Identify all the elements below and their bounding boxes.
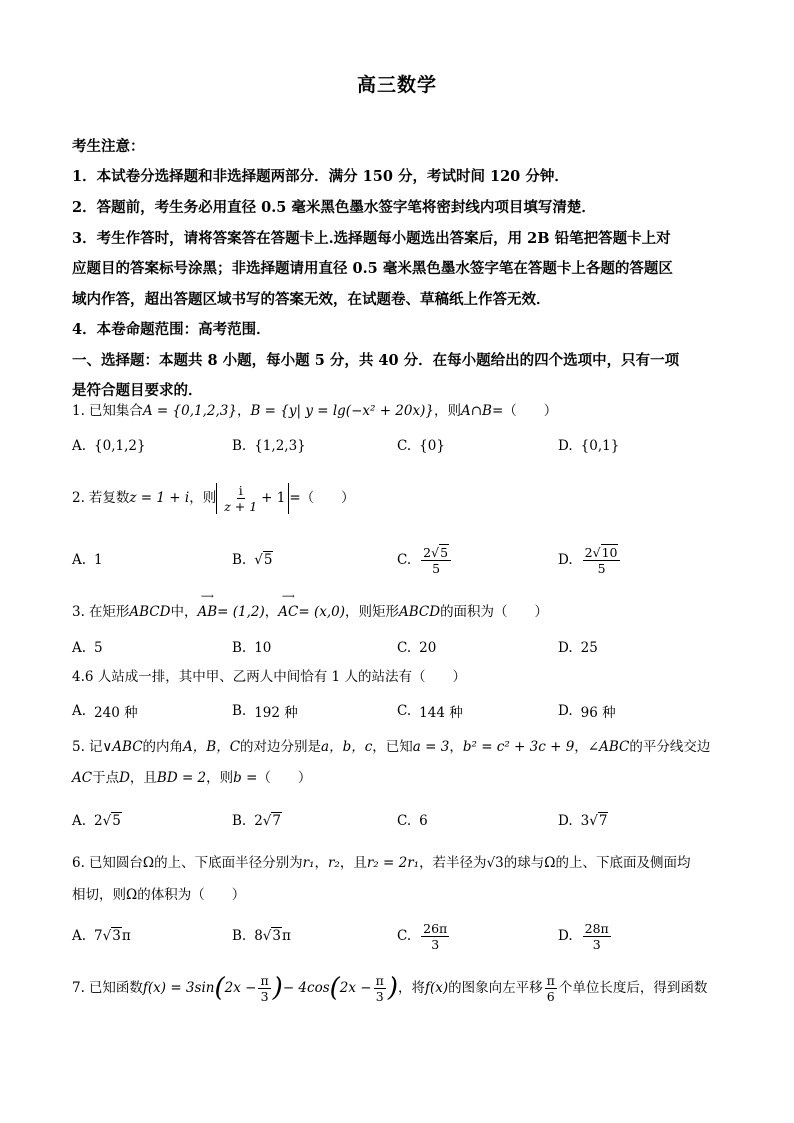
question-text: ，且 xyxy=(339,855,367,871)
option-value: 10 xyxy=(254,640,272,656)
vector-ac-value: = (x,0) xyxy=(298,604,345,620)
function-name: f(x) xyxy=(424,980,449,996)
triangle: ∨ABC xyxy=(102,739,143,755)
option-label: D. xyxy=(558,813,573,829)
option-label: D. xyxy=(558,438,573,454)
question-6-options xyxy=(72,917,732,955)
modulus-expression xyxy=(216,483,289,514)
option-value: {0,1} xyxy=(580,438,620,454)
option-value: {0,1,2} xyxy=(94,438,146,454)
sqrt-expression: 7√3π xyxy=(94,928,131,944)
option-c[interactable] xyxy=(397,917,451,955)
punct: ， xyxy=(264,604,279,620)
radius-condition: r₂ = 2r₁ xyxy=(366,855,420,871)
option-c[interactable] xyxy=(397,545,453,575)
question-1 xyxy=(72,401,732,421)
question-5-line-2 xyxy=(72,768,732,788)
question-3-options xyxy=(72,633,732,663)
option-label: C. xyxy=(397,813,412,829)
question-text: 在矩形 xyxy=(88,604,130,620)
question-text: 已知圆台Ω的上、下底面半径分别为 xyxy=(88,855,303,871)
option-value: 192 种 xyxy=(254,705,298,721)
option-label: B. xyxy=(232,438,247,454)
question-number: 2. xyxy=(72,490,85,506)
option-label: B. xyxy=(232,552,247,568)
question-text: 个单位长度后，得到函数 xyxy=(558,980,708,996)
fraction: $\frac{28\pi}{3}$ xyxy=(584,920,609,952)
option-label: A. xyxy=(72,813,87,829)
question-text: 于点 xyxy=(92,770,120,786)
question-text: ，则 xyxy=(189,490,217,506)
point-d: D xyxy=(119,770,130,786)
question-text: 的球与Ω的上、下底面及侧面均 xyxy=(503,855,691,871)
question-text: 的内角 xyxy=(142,739,184,755)
option-value: 1 xyxy=(94,552,103,568)
fraction-denominator: z + 1 xyxy=(224,498,258,514)
fraction: $\frac{2√10}{5}$ xyxy=(583,545,621,576)
question-1-options xyxy=(72,431,732,461)
option-label: A. xyxy=(72,703,87,719)
question-text: ，将 xyxy=(397,980,425,996)
radius-r1: r₁ xyxy=(302,855,315,871)
option-c[interactable] xyxy=(397,696,463,726)
question-text: 已知函数 xyxy=(88,980,143,996)
option-label: C. xyxy=(397,552,412,568)
punct: ， xyxy=(236,403,251,419)
question-number: 1. xyxy=(72,403,85,419)
question-text: 的对边分别是 xyxy=(240,739,322,755)
intersection: A∩B xyxy=(460,403,492,419)
question-2 xyxy=(72,476,732,520)
question-text: ，则 xyxy=(206,770,234,786)
option-label: B. xyxy=(232,640,247,656)
set-b: B = {y| y = lg(−x² + 20x)} xyxy=(250,403,434,419)
question-number: 4. xyxy=(72,669,85,685)
question-text: 中， xyxy=(170,604,198,620)
question-number: 7. xyxy=(72,980,85,996)
option-value: 20 xyxy=(419,640,437,656)
section-heading-line-1: 一、选择题：本题共 8 小题，每小题 5 分，共 40 分．在每小题给出的四个选项中，只有一项 xyxy=(72,352,680,369)
question-text: 记 xyxy=(88,739,103,755)
punct: ， xyxy=(449,739,463,755)
question-4-options xyxy=(72,696,732,726)
question-text: 若复数 xyxy=(88,490,130,506)
option-label: D. xyxy=(558,928,573,944)
option-b[interactable] xyxy=(232,545,273,575)
angles: A，B，C xyxy=(183,739,241,755)
question-text: ，则矩形 xyxy=(344,604,399,620)
question-text: ，已知 xyxy=(372,739,413,755)
sides: a，b，c xyxy=(321,739,373,755)
sqrt-expression: 2√5 xyxy=(94,813,121,829)
sqrt-expression: 3√7 xyxy=(580,813,608,829)
set-a: A = {0,1,2,3} xyxy=(142,403,237,419)
option-value: 96 种 xyxy=(580,705,616,721)
fraction: $\frac{2√5}{5}$ xyxy=(421,545,451,576)
fraction: $\frac{26\pi}{3}$ xyxy=(423,920,448,952)
vector-ac: ⟶ AC xyxy=(278,592,299,620)
notice-heading: 考生注意： xyxy=(72,138,145,155)
question-text: ，且 xyxy=(129,770,157,786)
option-label: C. xyxy=(397,640,412,656)
option-a[interactable] xyxy=(72,633,103,663)
option-a[interactable] xyxy=(72,806,122,836)
option-label: A. xyxy=(72,640,87,656)
question-4 xyxy=(72,667,732,687)
condition-bd: BD = 2 xyxy=(156,770,207,786)
question-text: ，若半径为 xyxy=(419,855,487,871)
option-a[interactable] xyxy=(72,917,131,955)
question-5-line-1 xyxy=(72,737,732,757)
question-number: 3. xyxy=(72,604,85,620)
option-label: B. xyxy=(232,813,247,829)
option-value: 240 种 xyxy=(94,705,138,721)
option-value: 6 xyxy=(419,813,428,829)
option-label: B. xyxy=(232,703,247,719)
fraction-numerator: i xyxy=(238,482,243,498)
question-number: 5. xyxy=(72,739,85,755)
option-value: {0} xyxy=(419,438,445,454)
question-6-line-2 xyxy=(72,885,732,905)
sqrt-expression: 8√3π xyxy=(254,928,291,944)
option-b[interactable] xyxy=(232,633,271,663)
unknown-b: b = xyxy=(233,770,258,786)
option-d[interactable] xyxy=(558,431,619,461)
question-7 xyxy=(72,970,732,1006)
plus-one: + 1 xyxy=(261,489,286,506)
section-heading-line-2: 是符合题目要求的． xyxy=(72,382,203,399)
notice-item-4: 4．本卷命题范围：高考范围． xyxy=(72,321,271,338)
notice-item-3-line-1: 3．考生作答时，请将答案答在答题卡上.选择题每小题选出答案后，用 2B 铅笔把答题卡上对 xyxy=(72,230,671,247)
option-label: D. xyxy=(558,703,573,719)
option-value: 144 种 xyxy=(419,705,463,721)
angle-abc: ∠ABC xyxy=(587,739,630,755)
punct: ， xyxy=(574,739,588,755)
sphere-radius: √3 xyxy=(486,855,504,871)
option-label: B. xyxy=(232,928,247,944)
side-ac: AC xyxy=(72,770,93,786)
page-title: 高三数学 xyxy=(356,74,437,96)
option-d[interactable] xyxy=(558,696,616,726)
option-label: D. xyxy=(558,552,573,568)
option-value: 5 xyxy=(94,640,103,656)
rectangle-name: ABCD xyxy=(398,604,441,620)
question-text: 的平分线交边 xyxy=(629,739,711,755)
rectangle-name: ABCD xyxy=(129,604,171,620)
option-b[interactable] xyxy=(232,806,282,836)
option-value: {1,2,3} xyxy=(254,438,306,454)
option-label: A. xyxy=(72,438,87,454)
option-value: 25 xyxy=(580,640,598,656)
condition-a: a = 3 xyxy=(412,739,450,755)
question-5-options xyxy=(72,806,732,836)
question-text: 相切，则Ω的体积为（ ） xyxy=(72,887,246,903)
punct: ， xyxy=(314,855,328,871)
option-b[interactable] xyxy=(232,431,306,461)
option-d[interactable] xyxy=(558,806,608,836)
notice-item-3-line-2: 应题目的答案标号涂黑；非选择题请用直径 0.5 毫米黑色墨水签字笔在答题卡上各题的答题区 xyxy=(72,260,673,277)
option-b[interactable] xyxy=(232,917,291,955)
option-label: A. xyxy=(72,928,87,944)
radius-r2: r₂ xyxy=(327,855,340,871)
question-text: 的图象向左平移 xyxy=(448,980,543,996)
option-c[interactable] xyxy=(397,431,445,461)
notice-item-3-line-3: 域内作答，超出答题区域书写的答案无效，在试题卷、草稿纸上作答无效． xyxy=(72,291,551,308)
sqrt-expression: 2√7 xyxy=(254,813,282,829)
option-a[interactable] xyxy=(72,545,103,575)
option-label: C. xyxy=(397,438,412,454)
question-6-line-1 xyxy=(72,853,732,873)
option-label: A. xyxy=(72,552,87,568)
option-a[interactable] xyxy=(72,696,138,726)
question-text: ，则 xyxy=(433,403,461,419)
question-tail: （ ） xyxy=(257,770,312,786)
option-label: C. xyxy=(397,928,412,944)
vector-ab: ⟶ AB xyxy=(197,592,218,620)
question-2-options xyxy=(72,545,732,577)
option-d[interactable] xyxy=(558,633,598,663)
option-d[interactable] xyxy=(558,545,622,575)
notice-item-2: 2．答题前，考生务必用直径 0.5 毫米黑色墨水签字笔将密封线内项目填写清楚． xyxy=(72,199,596,216)
notice-item-1: 1．本试卷分选择题和非选择题两部分．满分 150 分，考试时间 120 分钟． xyxy=(72,168,569,185)
sqrt-expression: √5 xyxy=(254,552,273,568)
option-c[interactable] xyxy=(397,633,436,663)
complex-z: z = 1 + i xyxy=(129,490,190,506)
vector-ab-value: = (1,2) xyxy=(217,604,265,620)
question-tail: 的面积为（ ） xyxy=(440,604,549,620)
shift-amount: $\frac{\pi}{6}$ xyxy=(546,972,555,1004)
question-tail: =（ ） xyxy=(491,403,558,419)
question-3 xyxy=(72,592,732,622)
option-label: C. xyxy=(397,703,412,719)
question-text: 6 人站成一排，其中甲、乙两人中间恰有 1 人的站法有（ ） xyxy=(84,669,466,685)
question-tail: =（ ） xyxy=(289,490,355,506)
option-b[interactable] xyxy=(232,696,298,726)
question-text: 已知集合 xyxy=(88,403,143,419)
option-d[interactable] xyxy=(558,917,613,955)
option-a[interactable] xyxy=(72,431,146,461)
condition-b: b² = c² + 3c + 9 xyxy=(462,739,575,755)
function-definition: f(x) = 3sin ( 2x − $\frac{\pi}{3}$ ) − 4cos ( 2x − $\frac{\pi}{3}$ ) xyxy=(142,972,398,1004)
option-label: D. xyxy=(558,640,573,656)
question-number: 6. xyxy=(72,855,85,871)
option-c[interactable] xyxy=(397,806,428,836)
